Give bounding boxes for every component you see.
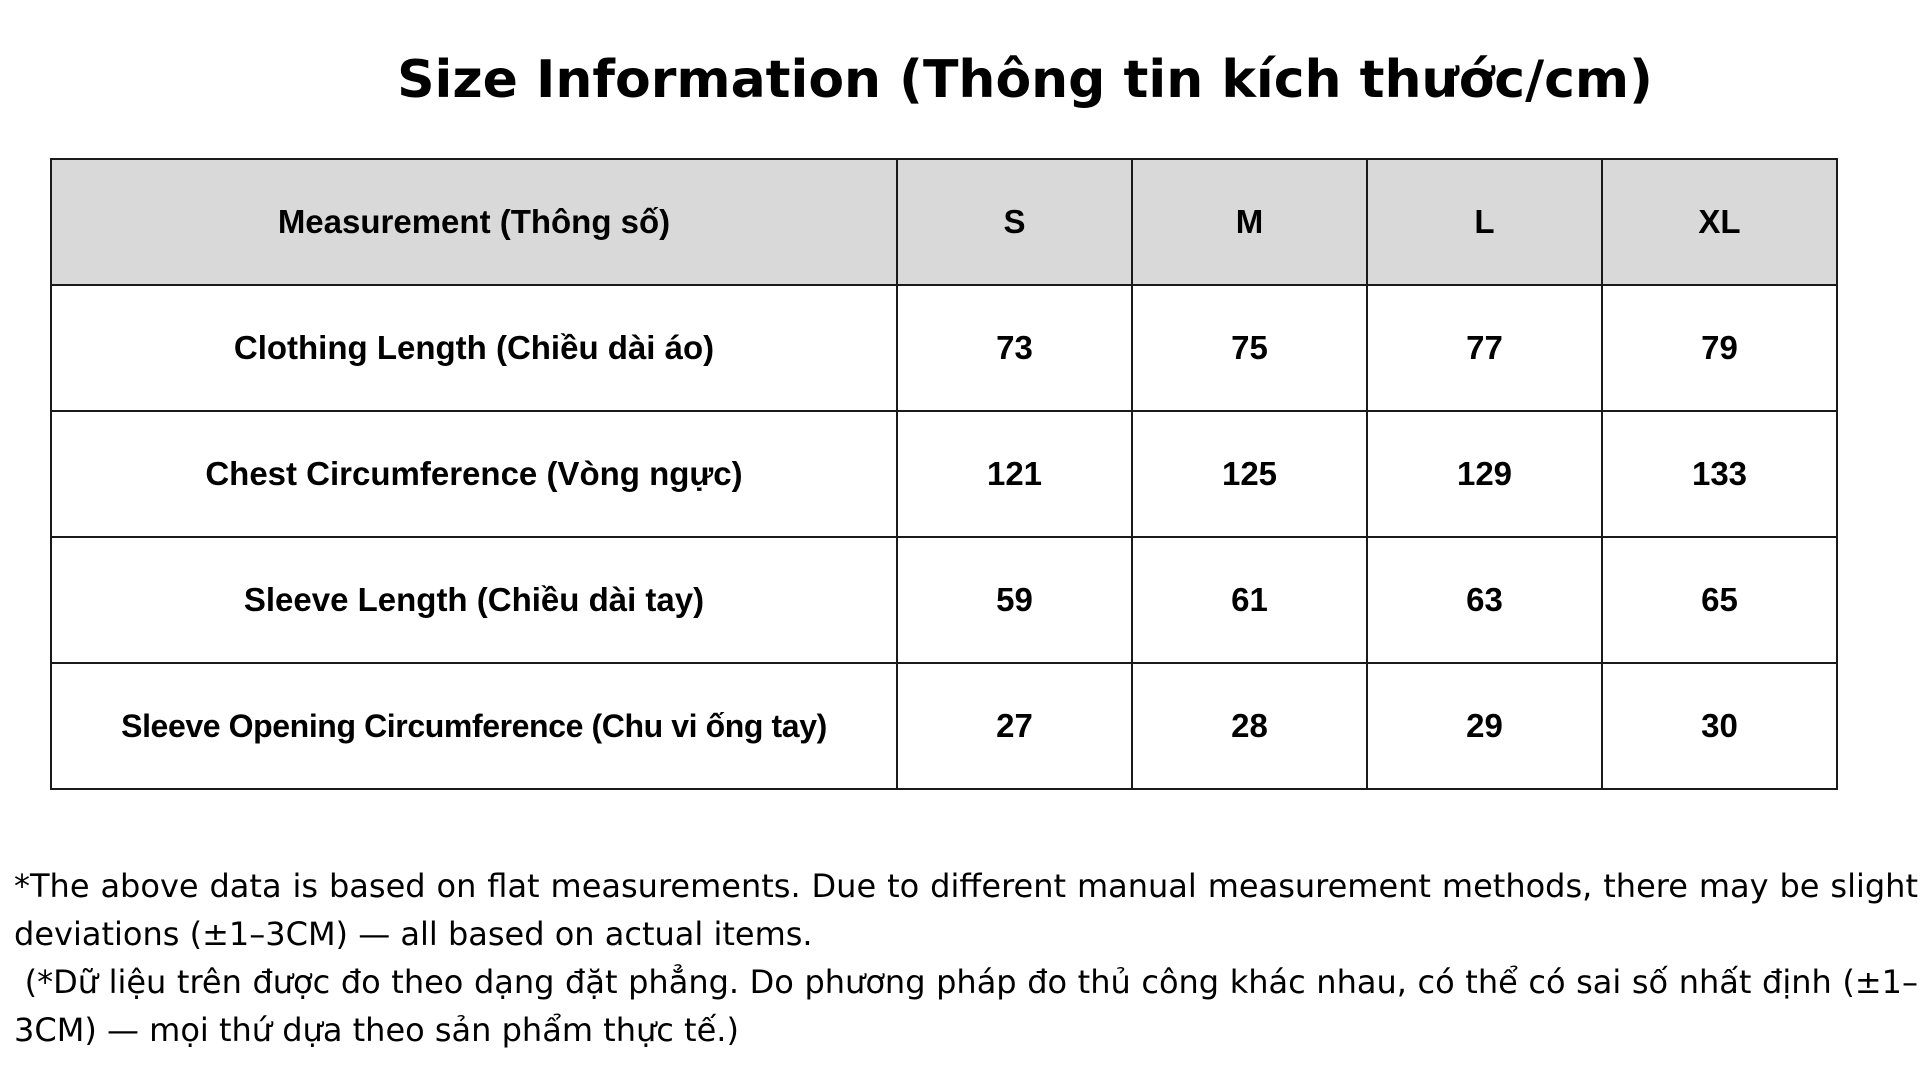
table-cell: 75 — [1132, 285, 1367, 411]
table-row — [51, 663, 1837, 789]
table-header-row — [51, 159, 1837, 285]
header-measurement: Measurement (Thông số) — [51, 159, 897, 285]
table-cell: 27 — [897, 663, 1132, 789]
row-label-sleeve-length: Sleeve Length (Chiều dài tay) — [51, 537, 897, 663]
table-cell: 29 — [1367, 663, 1602, 789]
row-label-sleeve-opening: Sleeve Opening Circumference (Chu vi ống tay) — [51, 663, 897, 789]
table-cell: 133 — [1602, 411, 1837, 537]
table-row — [51, 285, 1837, 411]
note-english: *The above data is based on flat measurements. Due to different manual measurement methods, there may be slight deviations (±1–3CM) — all based on actual items. — [14, 867, 1918, 953]
note-vietnamese: (*Dữ liệu trên được đo theo dạng đặt phẳng. Do phương pháp đo thủ công khác nhau, có thể có sai số nhất định (±1–3CM) — mọi thứ dựa theo sản phẩm thực tế.) — [14, 963, 1919, 1049]
table-row — [51, 411, 1837, 537]
header-size-s: S — [897, 159, 1132, 285]
table-cell: 59 — [897, 537, 1132, 663]
row-label-clothing-length: Clothing Length (Chiều dài áo) — [51, 285, 897, 411]
size-table — [50, 158, 1838, 790]
table-cell: 65 — [1602, 537, 1837, 663]
table-cell: 28 — [1132, 663, 1367, 789]
table-row — [51, 537, 1837, 663]
header-size-l: L — [1367, 159, 1602, 285]
table-cell: 121 — [897, 411, 1132, 537]
header-size-m: M — [1132, 159, 1367, 285]
page-title: Size Information (Thông tin kích thước/cm) — [397, 50, 1653, 110]
table-cell: 125 — [1132, 411, 1367, 537]
table-cell: 77 — [1367, 285, 1602, 411]
table-cell: 129 — [1367, 411, 1602, 537]
measurement-notes — [14, 862, 1918, 1054]
header-size-xl: XL — [1602, 159, 1837, 285]
table-cell: 30 — [1602, 663, 1837, 789]
row-label-chest-circumference: Chest Circumference (Vòng ngực) — [51, 411, 897, 537]
table-cell: 61 — [1132, 537, 1367, 663]
table-cell: 63 — [1367, 537, 1602, 663]
table-cell: 79 — [1602, 285, 1837, 411]
table-cell: 73 — [897, 285, 1132, 411]
